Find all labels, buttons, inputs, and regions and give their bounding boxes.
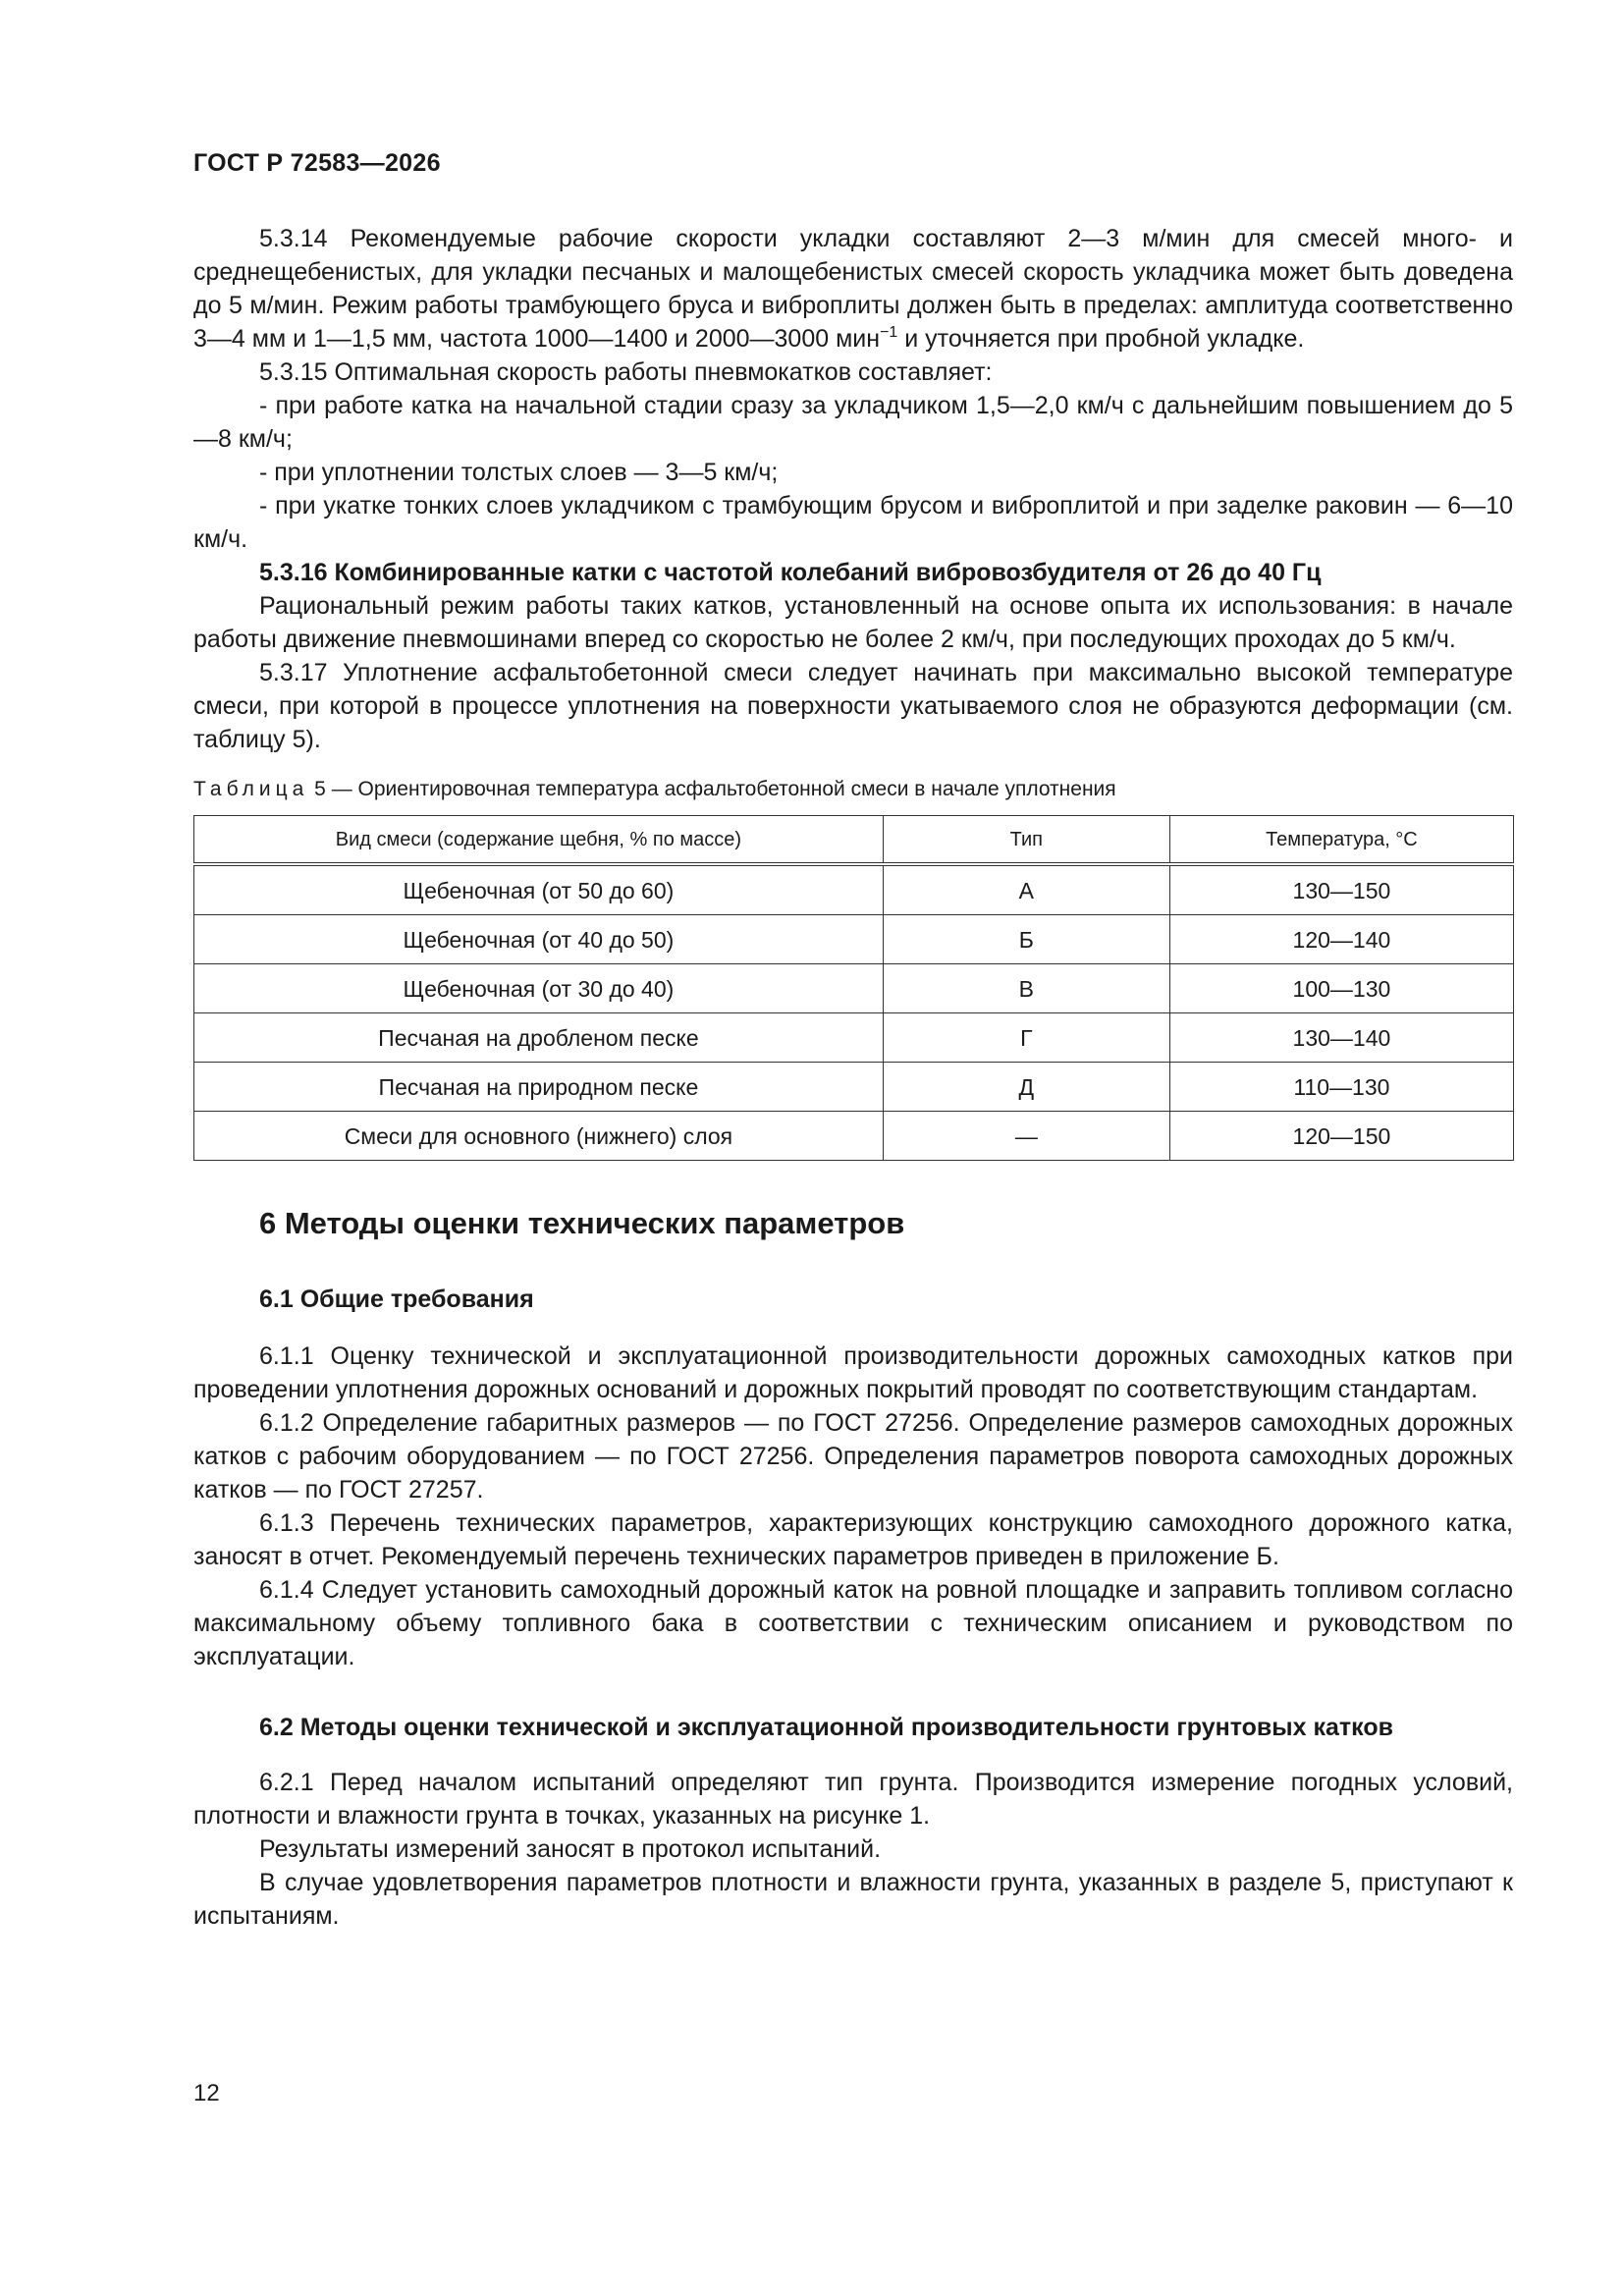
paragraph: Результаты измерений заносят в протокол испытаний.	[259, 1835, 882, 1863]
paragraph-5-3-14: 5.3.14 Рекомендуемые рабочие скорости укладки составляют 2—3 м/мин для смесей много- и среднещебенистых, для укладки песчаных и малощебенистых смесей скорость укладчика может быть доведена до 5 м/мин. Режим работы трамбующего бруса и виброплиты должен быть в пределах: амплитуда соответственно 3—4 мм и 1—1,5 мм, частота 1000—1400 и 2000—3000 мин$^{-1}$ и уточняется при пробной укладке.	[193, 225, 1513, 353]
table-cell: 100—130	[1169, 964, 1513, 1013]
table-cell: Г	[883, 1013, 1169, 1063]
table-cell: Песчаная на дробленом песке	[194, 1013, 884, 1063]
list-item: - при работе катка на начальной стадии сразу за укладчиком 1,5—2,0 км/ч с дальнейшим повышением до 5—8 км/ч;	[193, 392, 1513, 453]
table-cell: А	[883, 864, 1169, 915]
temperature-table	[193, 815, 1514, 1161]
table-row	[194, 864, 1514, 915]
list-item: - при уплотнении толстых слоев — 3—5 км/ч;	[259, 459, 779, 486]
table-cell: 130—140	[1169, 1013, 1513, 1063]
table-cell: 110—130	[1169, 1063, 1513, 1112]
list-item: - при укатке тонких слоев укладчиком с трамбующим брусом и виброплитой и при заделке раковин — 6—10 км/ч.	[193, 492, 1513, 553]
table-cell: Щебеночная (от 30 до 40)	[194, 964, 884, 1013]
table-cell: Б	[883, 915, 1169, 964]
table-cell: Песчаная на природном песке	[194, 1063, 884, 1112]
section-6-1-title: 6.1 Общие требования	[259, 1285, 534, 1313]
document-body	[193, 222, 1513, 1933]
column-header: Вид смеси (содержание щебня, % по массе)	[194, 816, 884, 865]
table-row	[194, 1013, 1514, 1063]
paragraph-6-1-3: 6.1.3 Перечень технических параметров, характеризующих конструкцию самоходного дорожного катка, заносят в отчет. Рекомендуемый перечень технических параметров приведен в приложение Б.	[193, 1509, 1513, 1570]
page-number: 12	[193, 2080, 220, 2106]
table-cell: 120—140	[1169, 915, 1513, 964]
table-cell: В	[883, 964, 1169, 1013]
paragraph-5-3-16: Рациональный режим работы таких катков, установленный на основе опыта их использования: в начале работы движение пневмошинами вперед со скоростью не более 2 км/ч, при последующих проходах до 5 км/ч.	[193, 592, 1513, 653]
table-cell: 120—150	[1169, 1112, 1513, 1161]
paragraph-5-3-16-heading: 5.3.16 Комбинированные катки с частотой колебаний вибровозбудителя от 26 до 40 Гц	[259, 559, 1322, 586]
column-header: Тип	[883, 816, 1169, 865]
paragraph-5-3-15: 5.3.15 Оптимальная скорость работы пневмокатков составляет:	[259, 358, 993, 386]
table-cell: Д	[883, 1063, 1169, 1112]
superscript: −1	[880, 324, 898, 341]
table-header-row	[194, 816, 1514, 865]
column-header: Температура, °С	[1169, 816, 1513, 865]
paragraph-6-2-1: 6.2.1 Перед началом испытаний определяют тип грунта. Производится измерение погодных условий, плотности и влажности грунта в точках, указанных на рисунке 1.	[193, 1769, 1513, 1830]
table-cell: Щебеночная (от 40 до 50)	[194, 915, 884, 964]
section-6-2-title: 6.2 Методы оценки технической и эксплуатационной производительности грунтовых катков	[259, 1714, 1393, 1741]
table-row	[194, 915, 1514, 964]
paragraph-6-1-1: 6.1.1 Оценку технической и эксплуатационной производительности дорожных самоходных катков при проведении уплотнения дорожных оснований и дорожных покрытий проводят по соответствующим стандартам.	[193, 1342, 1513, 1403]
table-cell: Смеси для основного (нижнего) слоя	[194, 1112, 884, 1161]
table-row	[194, 1112, 1514, 1161]
table-cell: —	[883, 1112, 1169, 1161]
section-6-title: 6 Методы оценки технических параметров	[259, 1206, 905, 1240]
table-cell: 130—150	[1169, 864, 1513, 915]
paragraph-6-1-4: 6.1.4 Следует установить самоходный дорожный каток на ровной площадке и заправить топливом согласно максимальному объему топливного бака в соответствии с техническим описанием и руководством по эксплуатации.	[193, 1576, 1513, 1670]
paragraph-5-3-17: 5.3.17 Уплотнение асфальтобетонной смеси следует начинать при максимально высокой температуре смеси, при которой в процессе уплотнения на поверхности укатываемого слоя не образуются деформации (см. таблицу 5).	[193, 659, 1513, 753]
table-cell: Щебеночная (от 50 до 60)	[194, 864, 884, 915]
document-header: ГОСТ Р 72583—2026	[193, 149, 441, 177]
table-row	[194, 964, 1514, 1013]
paragraph-6-1-2: 6.1.2 Определение габаритных размеров — по ГОСТ 27256. Определение размеров самоходных дорожных катков с рабочим оборудованием — по ГОСТ 27256. Определения параметров поворота самоходных дорожных катков — по ГОСТ 27257.	[193, 1409, 1513, 1503]
paragraph: В случае удовлетворения параметров плотности и влажности грунта, указанных в разделе 5, приступают к испытаниям.	[193, 1869, 1513, 1930]
table-row	[194, 1063, 1514, 1112]
table-caption: Таблица 5 — Ориентировочная температура асфальтобетонной смеси в начале уплотнения	[193, 778, 1116, 800]
